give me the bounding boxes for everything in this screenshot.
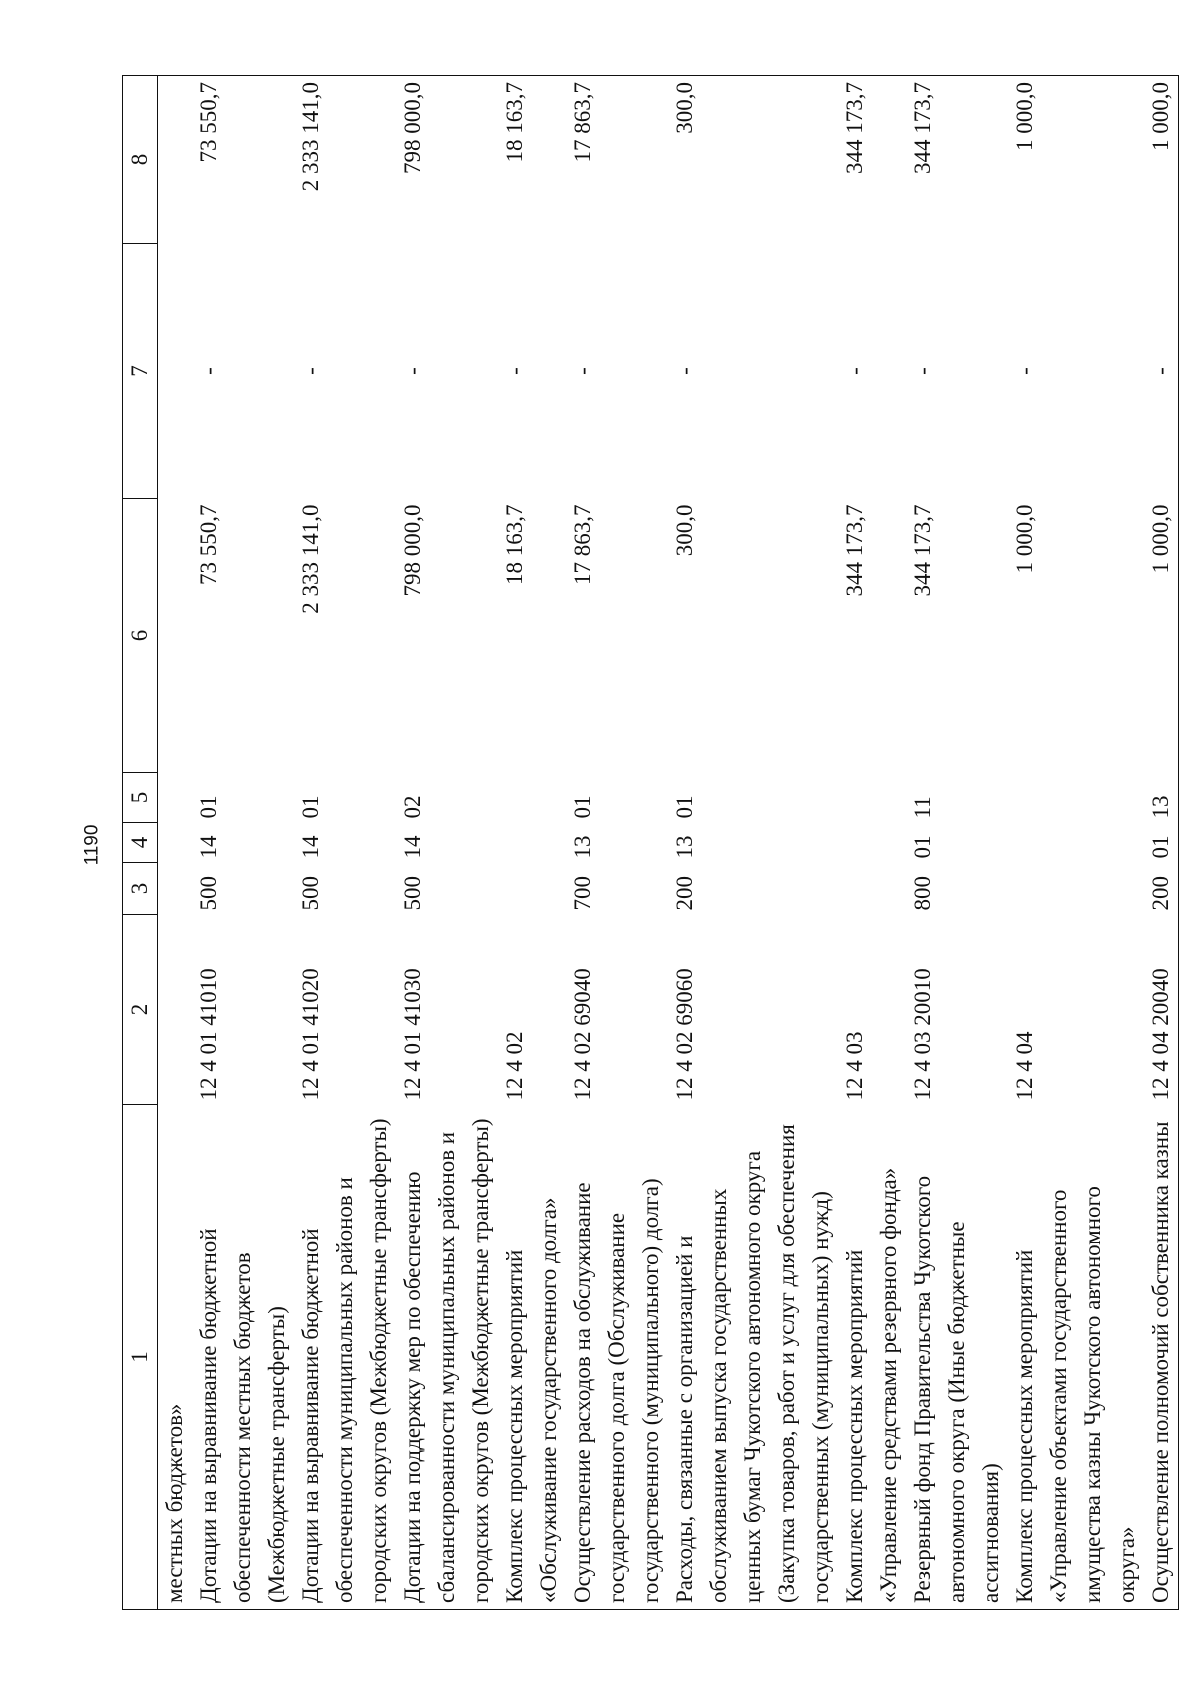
- cell-section: [498, 823, 566, 863]
- col-header-2: 2: [123, 915, 158, 1105]
- cell-amount-col7: [158, 244, 193, 499]
- cell-code: 12 4 02 69040: [570, 968, 595, 1101]
- col-header-6: 6: [123, 499, 158, 773]
- cell-name: [1144, 1105, 1179, 1610]
- cell-name-line: «Обслуживание государственного долга»: [536, 1197, 561, 1603]
- cell-expense-type: [1008, 863, 1144, 915]
- cell-section: 14: [298, 835, 323, 859]
- cell-section: [1008, 823, 1144, 863]
- cell-name: [192, 1105, 294, 1610]
- cell-amount-col7: -: [400, 367, 425, 375]
- cell-code: 12 4 01 41020: [298, 968, 323, 1101]
- cell-amount-col7: -: [1144, 244, 1179, 499]
- cell-name-line: обслуживанием выпуска государственных: [706, 1188, 731, 1603]
- cell-name-line: обеспеченности муниципальных районов и: [332, 1177, 357, 1603]
- cell-name-line: Расходы, связанные с организацией и: [672, 1235, 697, 1603]
- cell-expense-type: [498, 863, 566, 915]
- cell-amount-col8: 2 333 141,0: [294, 76, 396, 244]
- cell-name: [158, 1105, 193, 1610]
- cell-name-line: сбалансированности муниципальных районов и: [434, 1131, 459, 1603]
- cell-name: [838, 1105, 906, 1610]
- cell-name: [294, 1105, 396, 1610]
- cell-subsection: [498, 773, 566, 823]
- table-body: [158, 76, 1179, 1610]
- cell-expense-type: 500: [196, 876, 221, 911]
- cell-amount-col8: 798 000,0: [396, 76, 498, 244]
- col-header-7: 7: [123, 244, 158, 499]
- cell-section: 01: [1144, 823, 1179, 863]
- col-header-5: 5: [123, 773, 158, 823]
- cell-name: [906, 1105, 1008, 1610]
- cell-name: [668, 1105, 838, 1610]
- cell-name-line: Дотации на выравнивание бюджетной: [196, 1228, 221, 1603]
- cell-name-line: имущества казны Чукотского автономного: [1080, 1186, 1105, 1603]
- cell-code: 12 4 02: [502, 1031, 527, 1101]
- cell-amount-col8: 73 550,7: [192, 76, 294, 244]
- cell-code: 12 4 01 41010: [196, 968, 221, 1101]
- cell-name-line: «Управление объектами государственного: [1046, 1189, 1071, 1603]
- cell-code: 12 4 01 41030: [400, 968, 425, 1101]
- table-row: [566, 76, 668, 1610]
- cell-section: 14: [400, 835, 425, 859]
- cell-amount-col7: -: [298, 367, 323, 375]
- cell-code: 12 4 04: [1012, 1031, 1037, 1101]
- cell-amount-col8: 1 000,0: [1008, 76, 1144, 244]
- cell-name: [566, 1105, 668, 1610]
- cell-name: [498, 1105, 566, 1610]
- cell-name-line: государственных (муниципальных) нужд): [808, 1191, 833, 1603]
- cell-amount-col8: 300,0: [668, 76, 838, 244]
- cell-amount-col6: 2 333 141,0: [298, 504, 323, 614]
- cell-section: [838, 823, 906, 863]
- cell-name-line: городских округов (Межбюджетные трансферты): [468, 1118, 493, 1603]
- cell-name-line: городских округов (Межбюджетные трансферты): [366, 1118, 391, 1603]
- cell-amount-col7: -: [842, 367, 867, 375]
- cell-code: 12 4 03: [842, 1031, 867, 1101]
- table-row: [498, 76, 566, 1610]
- cell-name-line: Резервный фонд Правительства Чукотского: [910, 1175, 935, 1603]
- table-row: [838, 76, 906, 1610]
- cell-amount-col6: 1 000,0: [1144, 499, 1179, 773]
- cell-name-line: Осуществление расходов на обслуживание: [570, 1182, 595, 1603]
- cell-expense-type: 700: [570, 876, 595, 911]
- cell-name-line: ассигнования): [978, 1463, 1003, 1603]
- col-header-1: 1: [123, 1105, 158, 1610]
- cell-subsection: 01: [570, 795, 595, 819]
- cell-amount-col6: 344 173,7: [910, 504, 935, 597]
- cell-amount-col7: -: [1012, 367, 1037, 375]
- cell-amount-col8: [158, 76, 193, 244]
- cell-amount-col6: 17 863,7: [570, 504, 595, 585]
- cell-name-line: «Управление средствами резервного фонда»: [876, 1167, 901, 1603]
- cell-section: 14: [196, 835, 221, 859]
- cell-section: 13: [672, 835, 697, 859]
- cell-subsection: 11: [910, 796, 935, 819]
- cell-amount-col8: 18 163,7: [498, 76, 566, 244]
- col-header-3: 3: [123, 863, 158, 915]
- cell-expense-type: [158, 863, 193, 915]
- cell-code: 12 4 04 20040: [1144, 915, 1179, 1105]
- cell-amount-col8: 17 863,7: [566, 76, 668, 244]
- cell-name-line: государственного (муниципального) долга): [638, 1178, 663, 1603]
- cell-section: 01: [910, 835, 935, 859]
- table-row: [158, 76, 193, 1610]
- cell-subsection: 13: [1144, 773, 1179, 823]
- cell-name-line: автономного округа (Иные бюджетные: [944, 1221, 969, 1603]
- cell-amount-col8: 344 173,7: [838, 76, 906, 244]
- cell-amount-col7: -: [196, 367, 221, 375]
- cell-name-line: Дотации на выравнивание бюджетной: [298, 1228, 323, 1603]
- cell-section: 13: [570, 835, 595, 859]
- col-header-8: 8: [123, 76, 158, 244]
- cell-name-line: (Межбюджетные трансферты): [264, 1306, 289, 1603]
- cell-amount-col6: 300,0: [672, 504, 697, 557]
- cell-code: 12 4 02 69060: [672, 968, 697, 1101]
- cell-name-line: обеспеченности местных бюджетов: [230, 1252, 255, 1603]
- cell-subsection: 02: [400, 795, 425, 819]
- cell-expense-type: 200: [1144, 863, 1179, 915]
- cell-subsection: 01: [196, 795, 221, 819]
- cell-name-line: Осуществление полномочий собственника казны: [1148, 1121, 1173, 1603]
- cell-name-line: Комплекс процессных мероприятий: [502, 1249, 527, 1603]
- cell-code: 12 4 03 20010: [910, 968, 935, 1101]
- page-number: 1190: [81, 824, 103, 866]
- cell-name: [396, 1105, 498, 1610]
- cell-name-line: Комплекс процессных мероприятий: [1012, 1249, 1037, 1603]
- cell-name-line: ценных бумаг Чукотского автономного округа: [740, 1150, 765, 1603]
- cell-amount-col6: 1 000,0: [1012, 504, 1037, 574]
- cell-amount-col7: -: [672, 367, 697, 375]
- cell-subsection: 01: [672, 795, 697, 819]
- cell-amount-col7: -: [570, 367, 595, 375]
- cell-amount-col7: -: [502, 367, 527, 375]
- cell-subsection: [158, 773, 193, 823]
- cell-subsection: 01: [298, 795, 323, 819]
- table-row: [1144, 76, 1179, 1610]
- budget-table: [122, 75, 1179, 1610]
- cell-expense-type: 500: [400, 876, 425, 911]
- table-row: [668, 76, 838, 1610]
- cell-subsection: [838, 773, 906, 823]
- cell-name-line: Комплекс процессных мероприятий: [842, 1249, 867, 1603]
- table-row: [294, 76, 396, 1610]
- cell-name: [1008, 1105, 1144, 1610]
- cell-name-line: местных бюджетов»: [162, 1403, 187, 1603]
- table-header-row: [123, 76, 158, 1610]
- table-row: [1008, 76, 1144, 1610]
- cell-expense-type: [838, 863, 906, 915]
- cell-name-line: округа»: [1114, 1526, 1139, 1603]
- cell-amount-col6: 344 173,7: [842, 504, 867, 597]
- col-header-4: 4: [123, 823, 158, 863]
- cell-code: [158, 915, 193, 1105]
- table-row: [906, 76, 1008, 1610]
- cell-expense-type: 800: [910, 876, 935, 911]
- cell-amount-col6: [158, 499, 193, 773]
- cell-amount-col7: -: [910, 367, 935, 375]
- table-row: [396, 76, 498, 1610]
- cell-expense-type: 500: [298, 876, 323, 911]
- rotated-table-container: [122, 76, 1200, 1610]
- cell-amount-col6: 18 163,7: [502, 504, 527, 585]
- cell-amount-col8: 344 173,7: [906, 76, 1008, 244]
- cell-amount-col6: 73 550,7: [196, 504, 221, 585]
- table-row: [192, 76, 294, 1610]
- cell-amount-col8: 1 000,0: [1144, 76, 1179, 244]
- cell-name-line: Дотации на поддержку мер по обеспечению: [400, 1171, 425, 1603]
- cell-name-line: государственного долга (Обслуживание: [604, 1212, 629, 1603]
- cell-name-line: (Закупка товаров, работ и услуг для обеспечения: [774, 1124, 799, 1603]
- cell-subsection: [1008, 773, 1144, 823]
- cell-section: [158, 823, 193, 863]
- cell-amount-col6: 798 000,0: [400, 504, 425, 597]
- cell-expense-type: 200: [672, 876, 697, 911]
